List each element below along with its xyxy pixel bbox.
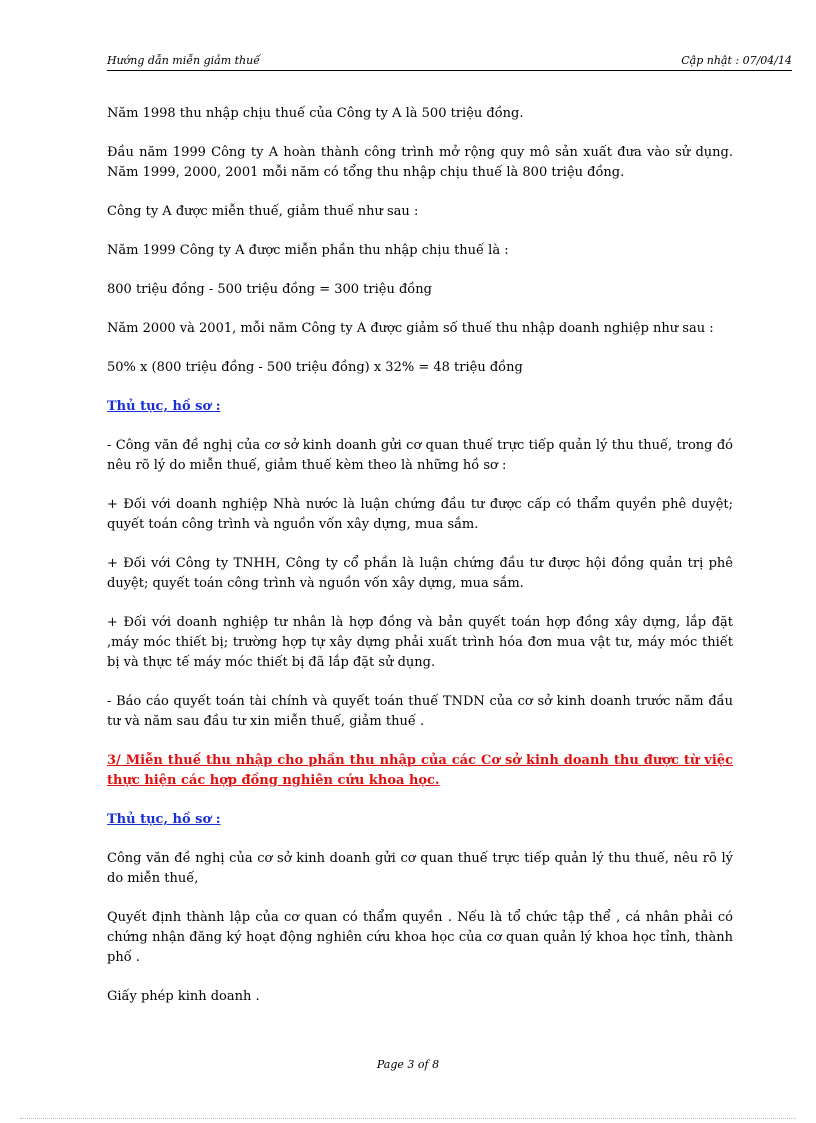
section-3-heading-text: 3/ Miễn thuế thu nhập cho phần thu nhập của các Cơ sở kinh doanh thu được từ việc thực hiện các hợp đồng nghiên cứu khoa học. [107, 753, 733, 788]
paragraph: Năm 1999 Công ty A được miễn phần thu nhập chịu thuế là : [107, 243, 509, 258]
section-3-subheading-text: Thủ tục, hồ sơ : [107, 812, 221, 827]
section-3-item: Giấy phép kinh doanh . [107, 989, 260, 1004]
paragraph: 800 triệu đồng - 500 triệu đồng = 300 triệu đồng [107, 282, 432, 297]
paragraph: Đầu năm 1999 Công ty A hoàn thành công trình mở rộng quy mô sản xuất đưa vào sử dụng. Năm 1999, 2000, 2001 mỗi năm có tổng thu nhập chịu thuế là 800 triệu đồng. [107, 145, 733, 180]
section-3-subheading [107, 810, 733, 830]
page-number: Page 3 of 8 [376, 1058, 440, 1071]
page-bottom-divider [20, 1118, 796, 1119]
header-title: Hướng dẫn miễn giảm thuế [107, 54, 260, 67]
section-3-item: Quyết định thành lập của cơ quan có thẩm quyền . Nếu là tổ chức tập thể , cá nhân phải có chứng nhận đăng ký hoạt động nghiên cứu khoa học của cơ quan quản lý khoa học tỉnh, thành phố . [107, 910, 733, 965]
procedure-item: + Đối với doanh nghiệp tư nhân là hợp đồng và bản quyết toán hợp đồng xây dựng, lắp đặt ,máy móc thiết bị; trường hợp tự xây dựng phải xuất trình hóa đơn mua vật tư, máy móc thiết bị và thực tế máy móc thiết bị đã lắp đặt sử dụng. [107, 615, 733, 670]
procedure-item: - Báo cáo quyết toán tài chính và quyết toán thuế TNDN của cơ sở kinh doanh trước năm đầu tư và năm sau đầu tư xin miễn thuế, giảm thuế . [107, 694, 733, 729]
procedure-heading-text: Thủ tục, hồ sơ : [107, 399, 221, 414]
section-3-heading [107, 751, 733, 791]
section-3-item: Công văn đề nghị của cơ sở kinh doanh gửi cơ quan thuế trực tiếp quản lý thu thuế, nêu rõ lý do miễn thuế, [107, 851, 733, 886]
procedure-item: + Đối với doanh nghiệp Nhà nước là luận chứng đầu tư được cấp có thẩm quyền phê duyệt; quyết toán công trình và nguồn vốn xây dựng, mua sắm. [107, 497, 733, 532]
document-body [107, 104, 733, 1026]
header-updated-date: Cập nhật : 07/04/14 [681, 54, 792, 67]
paragraph: 50% x (800 triệu đồng - 500 triệu đồng) x 32% = 48 triệu đồng [107, 360, 523, 375]
procedure-item: - Công văn đề nghị của cơ sở kinh doanh gửi cơ quan thuế trực tiếp quản lý thu thuế, trong đó nêu rõ lý do miễn thuế, giảm thuế kèm theo là những hồ sơ : [107, 438, 733, 473]
section-heading-procedure [107, 397, 733, 417]
paragraph: Năm 1998 thu nhập chịu thuế của Công ty A là 500 triệu đồng. [107, 106, 524, 121]
header-divider [107, 70, 792, 71]
paragraph: Công ty A được miễn thuế, giảm thuế như sau : [107, 204, 419, 219]
paragraph: Năm 2000 và 2001, mỗi năm Công ty A được giảm số thuế thu nhập doanh nghiệp như sau : [107, 321, 714, 336]
procedure-item: + Đối với Công ty TNHH, Công ty cổ phần là luận chứng đầu tư được hội đồng quản trị phê duyệt; quyết toán công trình và nguồn vốn xây dựng, mua sắm. [107, 556, 733, 591]
